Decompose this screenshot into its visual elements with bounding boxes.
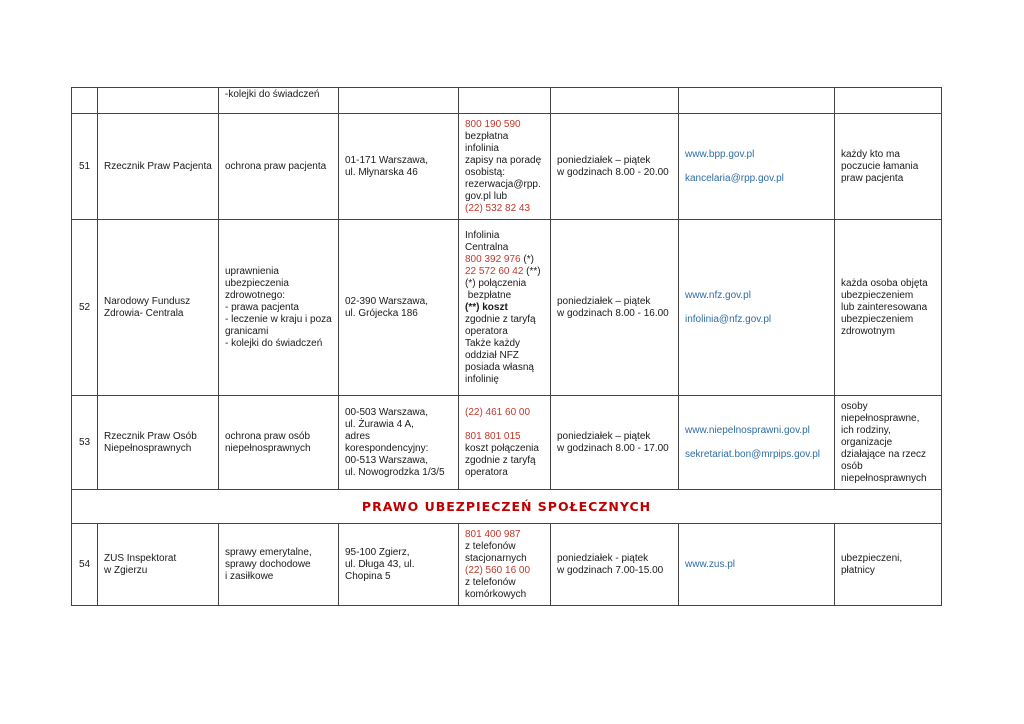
- institution-scope: sprawy emerytalne, sprawy dochodowe i zasiłkowe: [219, 524, 339, 606]
- web-contact: [679, 396, 835, 490]
- phone-number[interactable]: (22) 461 60 00: [465, 406, 531, 418]
- cell-scope: -kolejki do świadczeń: [219, 88, 339, 114]
- cell-hours: [551, 88, 679, 114]
- institution-name: ZUS Inspektorat w Zgierzu: [98, 524, 219, 606]
- email-link[interactable]: kancelaria@rpp.gov.pl: [685, 172, 784, 184]
- row-number: 52: [72, 220, 98, 396]
- web-contact: [679, 114, 835, 220]
- institution-phone: 800 190 590 bezpłatna infolinia zapisy na poradę osobistą: rezerwacja@rpp. gov.pl lub (22) 532 82 43: [459, 114, 551, 220]
- office-hours: poniedziałek – piątek w godzinach 8.00 - 17.00: [551, 396, 679, 490]
- institution-scope: uprawnienia ubezpieczenia zdrowotnego: - prawa pacjenta - leczenie w kraju i poza granicami - kolejki do świadczeń: [219, 220, 339, 396]
- email-link[interactable]: infolinia@nfz.gov.pl: [685, 313, 772, 325]
- email-link[interactable]: sekretariat.bon@mrpips.gov.pl: [685, 448, 821, 460]
- institution-name: Rzecznik Praw Osób Niepełnosprawnych: [98, 396, 219, 490]
- office-hours: poniedziałek – piątek w godzinach 8.00 - 16.00: [551, 220, 679, 396]
- table-row-54: [72, 524, 942, 606]
- institution-name: Rzecznik Praw Pacjenta: [98, 114, 219, 220]
- table-row-53: [72, 396, 942, 490]
- web-contact: [679, 524, 835, 606]
- institution-address: 95-100 Zgierz, ul. Długa 43, ul. Chopina 5: [339, 524, 459, 606]
- row-number: 53: [72, 396, 98, 490]
- section-title: PRAWO UBEZPIECZEŃ SPOŁECZNYCH: [72, 490, 942, 524]
- phone-number[interactable]: 801 801 015: [465, 430, 521, 442]
- row-number: 54: [72, 524, 98, 606]
- phone-number[interactable]: 800 392 976: [465, 253, 521, 265]
- institution-address: 01-171 Warszawa, ul. Młynarska 46: [339, 114, 459, 220]
- phone-number[interactable]: (22) 560 16 00: [465, 564, 531, 576]
- cell-num: [72, 88, 98, 114]
- website-link[interactable]: www.niepelnosprawni.gov.pl: [685, 424, 810, 436]
- website-link[interactable]: www.nfz.gov.pl: [685, 289, 751, 301]
- cell-web: [679, 88, 835, 114]
- institution-scope: ochrona praw osób niepełnosprawnych: [219, 396, 339, 490]
- phone-number[interactable]: 22 572 60 42: [465, 265, 524, 277]
- phone-number[interactable]: 801 400 987: [465, 528, 521, 540]
- website-link[interactable]: www.zus.pl: [685, 558, 736, 570]
- institution-address: 02-390 Warszawa, ul. Grójecka 186: [339, 220, 459, 396]
- institution-phone: Infolinia Centralna 800 392 976 (*) 22 572 60 42 (**) (*) połączenia bezpłatne (**) koszt zgodnie z taryfą operatora Także każdy oddział NFZ posiada własną infolinię: [459, 220, 551, 396]
- office-hours: poniedziałek – piątek w godzinach 8.00 - 20.00: [551, 114, 679, 220]
- table-row-51: [72, 114, 942, 220]
- section-header-row: [72, 490, 942, 524]
- table-row-continuation: [72, 88, 942, 114]
- cell-phone: [459, 88, 551, 114]
- target-group: każdy kto ma poczucie łamania praw pacjenta: [835, 114, 942, 220]
- website-link[interactable]: www.bpp.gov.pl: [685, 148, 755, 160]
- institution-name: Narodowy Fundusz Zdrowia- Centrala: [98, 220, 219, 396]
- office-hours: poniedziałek - piątek w godzinach 7.00-15.00: [551, 524, 679, 606]
- target-group: każda osoba objęta ubezpieczeniem lub zainteresowana ubezpieczeniem zdrowotnym: [835, 220, 942, 396]
- table-row-52: [72, 220, 942, 396]
- cell-name: [98, 88, 219, 114]
- institution-scope: ochrona praw pacjenta: [219, 114, 339, 220]
- phone-number[interactable]: 800 190 590: [465, 118, 521, 130]
- web-contact: [679, 220, 835, 396]
- row-number: 51: [72, 114, 98, 220]
- target-group: ubezpieczeni, płatnicy: [835, 524, 942, 606]
- institution-phone: 801 400 987 z telefonów stacjonarnych (22) 560 16 00 z telefonów komórkowych: [459, 524, 551, 606]
- target-group: osoby niepełnosprawne, ich rodziny, organizacje działające na rzecz osób niepełnosprawnych: [835, 396, 942, 490]
- phone-number[interactable]: (22) 532 82 43: [465, 202, 531, 214]
- cell-who: [835, 88, 942, 114]
- institution-phone: (22) 461 60 00 801 801 015 koszt połączenia zgodnie z taryfą operatora: [459, 396, 551, 490]
- cell-address: [339, 88, 459, 114]
- institution-address: 00-503 Warszawa, ul. Żurawia 4 A, adres korespondencyjny: 00-513 Warszawa, ul. Nowogrodzka 1/3/5: [339, 396, 459, 490]
- institutions-table: [71, 87, 942, 606]
